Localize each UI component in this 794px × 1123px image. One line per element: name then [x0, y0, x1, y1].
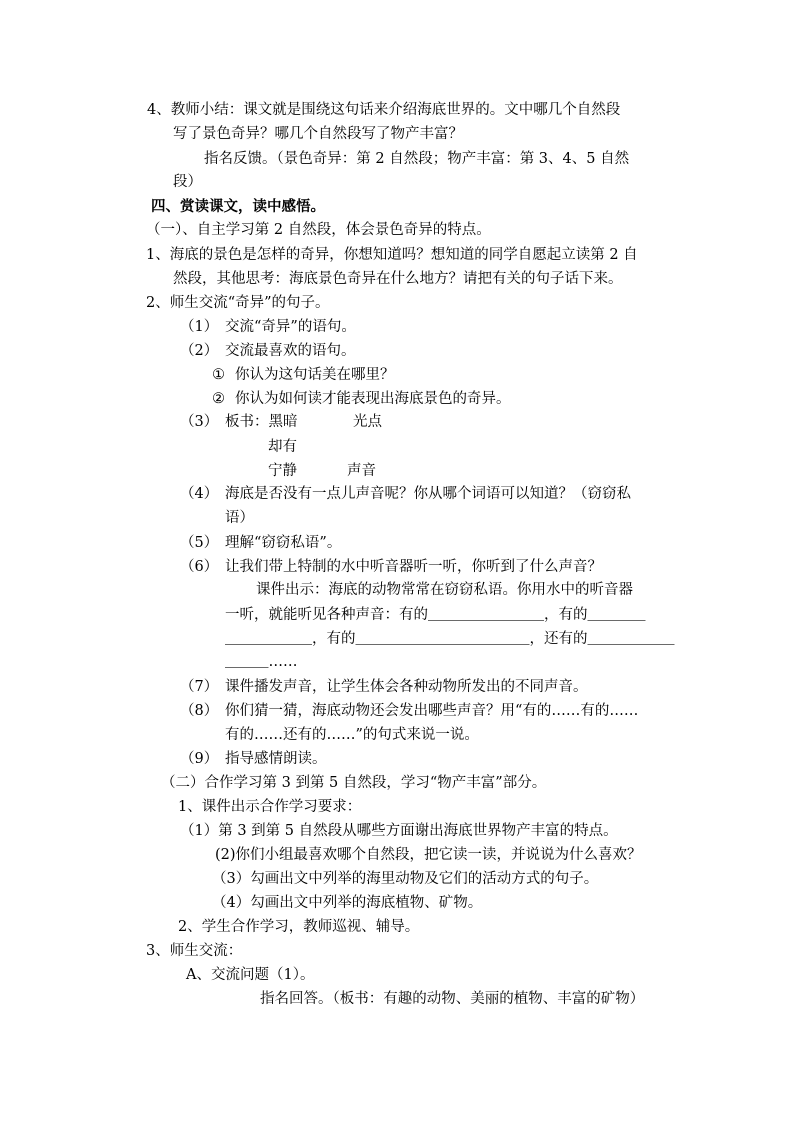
item-text: 你认为如何读才能表现出海底景色的奇异。 [235, 391, 511, 407]
subsection-heading: （一）、自主学习第 2 自然段，体会景色奇异的特点。 [146, 222, 491, 238]
blackboard-word: 声音 [347, 463, 376, 479]
paragraph-line: 然段，其他思考：海底景色奇异在什么地方？请把有关的句子话下来。 [173, 271, 623, 287]
circled-number: ② [212, 391, 225, 407]
section-heading: 四、赏读课文，读中感悟。 [151, 198, 325, 215]
paragraph-line: 3、师生交流： [146, 943, 243, 959]
paragraph-line: 2、学生合作学习，教师巡视、辅导。 [178, 919, 420, 935]
paragraph-line: 2、师生交流“奇异”的句子。 [146, 295, 330, 311]
paragraph-line: 指名反馈。（景色奇异：第 2 自然段；物产丰富：第 3、4、5 自然 [204, 151, 630, 167]
item-text: 交流最喜欢的语句。 [225, 343, 356, 359]
item-text: 有的……还有的……”的句式来说一说。 [225, 727, 479, 743]
item-number: （2） [180, 343, 219, 359]
item-text: 课件播发声音，让学生体会各种动物所发出的不同声音。 [225, 679, 588, 695]
item-number: （8） [180, 703, 219, 719]
circled-number: ① [212, 367, 225, 383]
subsection-heading: （二）合作学习第 3 到第 5 自然段，学习“物产丰富”部分。 [161, 775, 547, 791]
item-number: （9） [180, 751, 219, 767]
item-text: 让我们带上特制的水中听音器听一听，你听到了什么声音？ [225, 559, 602, 575]
item-text: 课件出示：海底的动物常常在窃窃私语。你用水中的听音器 [256, 582, 633, 598]
item-number: （1） [180, 319, 219, 335]
item-text: 一听，就能听见各种声音：有的＿＿＿＿＿＿＿＿，有的＿＿＿＿ [225, 607, 646, 623]
paragraph-line: 4、教师小结：课文就是围绕这句话来介绍海底世界的。文中哪几个自然段 [147, 102, 621, 118]
paragraph-line: 段） [173, 174, 202, 190]
blackboard-label: 板书：黑暗 [225, 414, 298, 430]
item-text: 海底是否没有一点儿声音呢？你从哪个词语可以知道？（窃窃私 [225, 486, 631, 502]
item-number: （4） [180, 486, 219, 502]
blackboard-word: 宁静 [268, 463, 297, 479]
paragraph-line: A、交流问题（1）。 [186, 967, 315, 983]
paragraph-line: （4）勾画出文中列举的海底植物、矿物。 [212, 895, 483, 911]
item-text: ＿＿＿…… [225, 654, 298, 670]
item-text: 理解“窃窃私语”。 [225, 535, 342, 551]
blackboard-word: 光点 [353, 414, 382, 430]
paragraph-line: (2)你们小组最喜欢哪个自然段，把它读一读，并说说为什么喜欢？ [215, 847, 642, 863]
item-number: （6） [180, 559, 219, 575]
item-text: 你认为这句话美在哪里？ [235, 367, 395, 383]
item-number: （5） [180, 535, 219, 551]
paragraph-line: 1、课件出示合作学习要求： [178, 799, 362, 815]
item-text: 指导感情朗读。 [225, 751, 327, 767]
blackboard-word: 却有 [268, 439, 297, 455]
item-text: 交流“奇异”的语句。 [225, 319, 356, 335]
paragraph-line: （3）勾画出文中列举的海里动物及它们的活动方式的句子。 [212, 871, 599, 887]
paragraph-line: 写了景色奇异？哪几个自然段写了物产丰富？ [173, 126, 463, 142]
paragraph-line: 指名回答。（板书：有趣的动物、美丽的植物、丰富的矿物） [260, 991, 645, 1007]
item-text: 你们猜一猜，海底动物还会发出哪些声音？用“有的……有的…… [225, 703, 639, 719]
item-text: 语） [225, 510, 254, 526]
item-number: （3） [180, 414, 219, 430]
item-number: （7） [180, 679, 219, 695]
paragraph-line: （1）第 3 到第 5 自然段从哪些方面谢出海底世界物产丰富的特点。 [180, 823, 618, 839]
paragraph-line: 1、海底的景色是怎样的奇异，你想知道吗？想知道的同学自愿起立读第 2 自 [146, 247, 638, 263]
item-text: ＿＿＿＿＿＿，有的＿＿＿＿＿＿＿＿＿＿＿＿，还有的＿＿＿＿＿＿ [225, 631, 675, 647]
